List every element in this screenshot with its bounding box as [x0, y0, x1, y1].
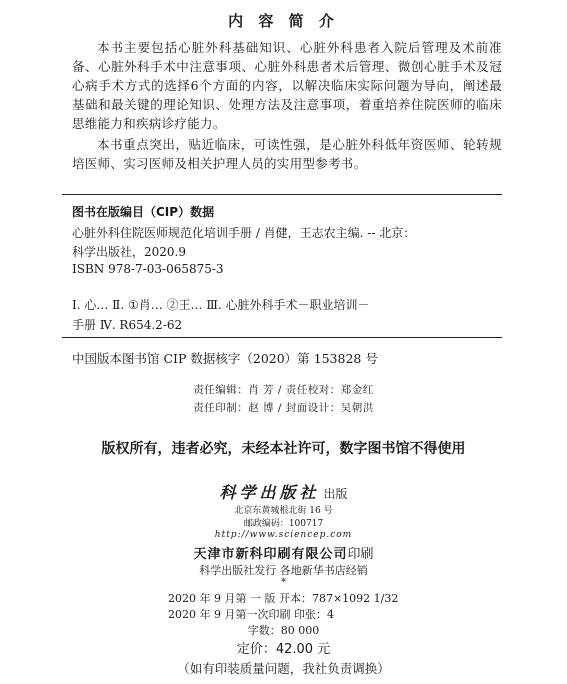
printer-suffix: 印刷: [347, 547, 374, 562]
printer-name: 天津市新科印刷有限公司: [193, 547, 348, 562]
publisher-suffix: 出版: [323, 487, 348, 501]
publisher-line: [0, 480, 567, 503]
cip-classification-2: 手册 Ⅳ. R654.2-62: [72, 318, 183, 332]
printing-sheets: 2020 年 9 月第一次印刷 印张：4: [168, 608, 334, 621]
editor-credit: 责任编辑：肖 芳 / 责任校对：郑金红: [193, 384, 374, 396]
word-count: 字数：80 000: [247, 624, 320, 637]
summary-paragraph-1: 本书主要包括心脏外科基础知识、心脏外科患者入院后管理及术前准备、心脏外科手术中注意事项、心脏外科患者术后管理、微创心脏手术及冠心病手术方式的选择6个方面的内容，以解决临床实际问题为导向，阐述最基础和最关键的理论知识、处理方法及注意事项，着重培养住院医师的临床思维能力和疾病诊疗能力。: [72, 40, 502, 131]
publisher-address: 北京东黄城根北街 16 号: [234, 506, 333, 516]
edition-format: 2020 年 9 月第 一 版 开本：787×1092 1/32: [168, 592, 399, 605]
publisher-logo: 科学出版社: [219, 483, 320, 502]
publisher-url: http://www.sciencep.com: [214, 530, 353, 540]
cip-record-number: 中国版本图书馆 CIP 数据核字（2020）第 153828 号: [72, 351, 378, 366]
postal-code: 邮政编码：100717: [243, 519, 324, 529]
summary-title: 内 容 简 介: [228, 12, 339, 30]
cip-bottom-rule: [62, 337, 502, 338]
price: 定价：42.00 元: [236, 642, 331, 657]
print-credit: 责任印制：赵 博 / 封面设计：吴朝洪: [193, 402, 374, 414]
copyright-notice: 版权所有，违者必究，未经本社许可，数字图书馆不得使用: [101, 441, 466, 457]
cip-classification-1: Ⅰ. 心… Ⅱ. ①肖… ②王… Ⅲ. 心脏外科手术－职业培训－: [72, 298, 370, 312]
distribution-line: 科学出版社发行 各地新华书店经销: [199, 564, 368, 577]
separator-star: *: [281, 577, 286, 588]
cip-top-rule: [62, 194, 502, 195]
cip-title-line: 心脏外科住院医师规范化培训手册 / 肖健，王志农主编. -- 北京：: [72, 226, 416, 240]
cip-isbn: ISBN 978-7-03-065875-3: [72, 262, 224, 276]
quality-note: （如有印装质量问题，我社负责调换）: [177, 661, 390, 676]
cip-heading: 图书在版编目（CIP）数据: [72, 205, 215, 219]
cip-publisher-line: 科学出版社，2020.9: [72, 245, 186, 259]
summary-paragraph-2: 本书重点突出，贴近临床，可读性强，是心脏外科低年资医师、轮转规培医师、实习医师及相关护理人员的实用型参考书。: [72, 137, 502, 171]
printer-line: [0, 543, 567, 562]
